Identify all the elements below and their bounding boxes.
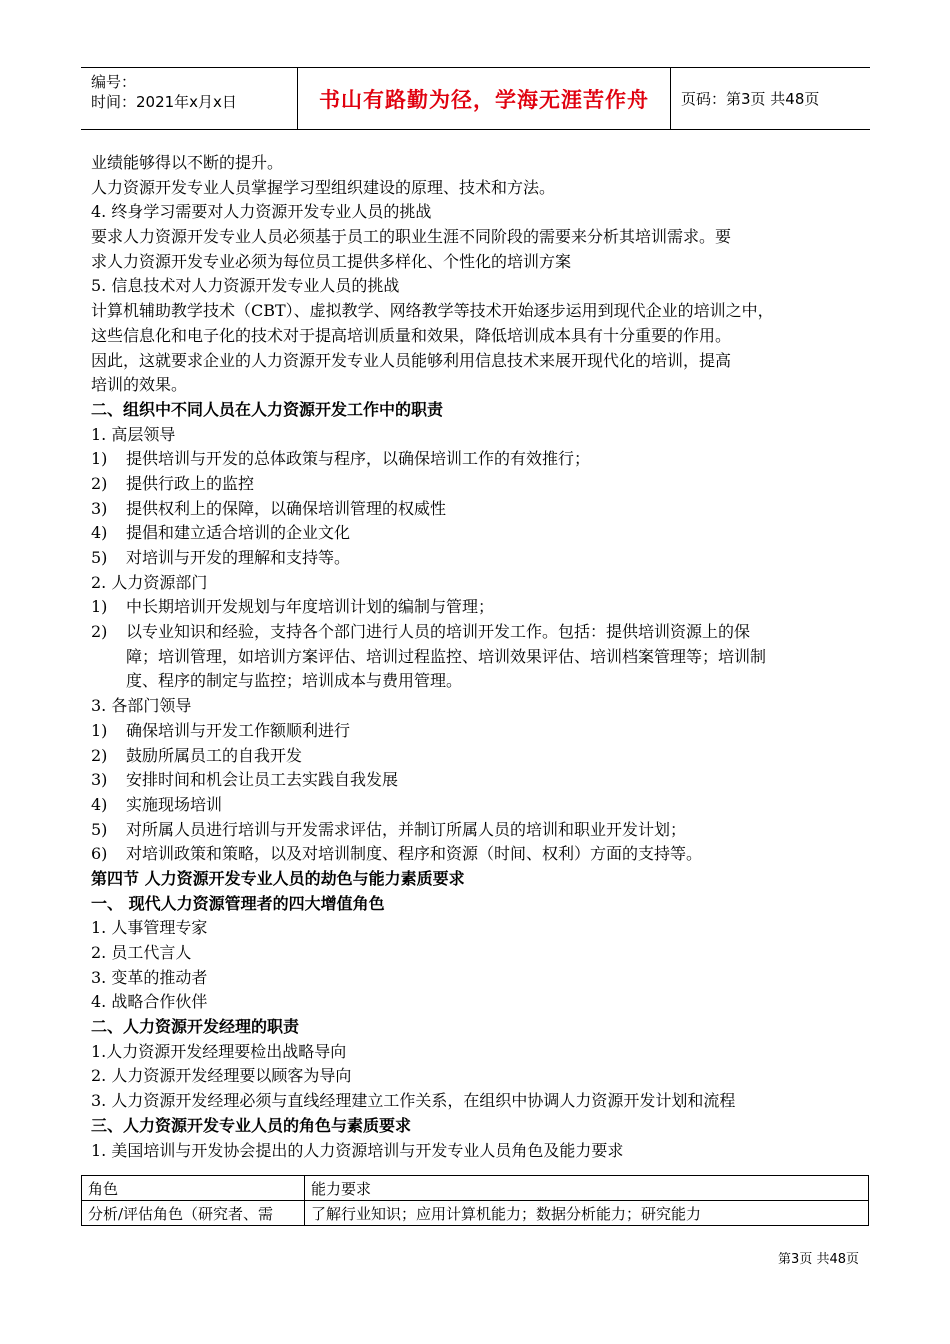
paragraph-line: 2. 员工代言人 xyxy=(91,943,192,962)
roles-table xyxy=(81,1175,869,1226)
list-item-number: 3) xyxy=(91,770,108,790)
section-heading: 二、人力资源开发经理的职责 xyxy=(91,1017,300,1037)
table-cell: 分析/评估角色（研究者、需 xyxy=(82,1201,305,1226)
list-item xyxy=(91,842,871,867)
date-label: 时间：2021年x月x日 xyxy=(91,93,237,111)
list-item xyxy=(91,719,871,744)
paragraph-line: 1. 美国培训与开发协会提出的人力资源培训与开发专业人员角色及能力要求 xyxy=(91,1140,624,1160)
list-item-number: 1) xyxy=(91,449,108,469)
table-cell: 了解行业知识；应用计算机能力；数据分析能力；研究能力 xyxy=(305,1201,869,1226)
list-item-number: 1) xyxy=(91,720,108,740)
list-item xyxy=(91,546,871,571)
paragraph-line: 求人力资源开发专业必须为每位员工提供多样化、个性化的培训方案 xyxy=(91,251,572,271)
list-item-number: 5) xyxy=(91,819,108,839)
list-item xyxy=(91,472,871,497)
list-item xyxy=(91,497,871,522)
paragraph-line: 3. 人力资源开发经理必须与直线经理建立工作关系，在组织中协调人力资源开发计划和流程 xyxy=(91,1091,736,1111)
paragraph-line: 业绩能够得以不断的提升。 xyxy=(91,153,284,172)
page-footer: 第3页 共48页 xyxy=(778,1252,859,1267)
list-item-number: 5) xyxy=(91,548,108,567)
paragraph-line: 培训的效果。 xyxy=(91,375,188,395)
list-item-text: 中长期培训开发规划与年度培训计划的编制与管理； xyxy=(126,597,495,617)
header-meta xyxy=(81,68,297,129)
list-item-text: 鼓励所属员工的自我开发 xyxy=(126,745,303,765)
paragraph-line: 1. 人事管理专家 xyxy=(91,918,208,938)
list-item-number: 2) xyxy=(91,622,108,642)
list-item-number: 4) xyxy=(91,523,108,543)
paragraph-line: 4. 终身学习需要对人力资源开发专业人员的挑战 xyxy=(91,202,432,222)
paragraph-line: 3. 变革的推动者 xyxy=(91,967,208,987)
list-item-text: 提供行政上的监控 xyxy=(126,473,255,493)
list-item-number: 6) xyxy=(91,844,108,864)
list-item-text: 提供权利上的保障，以确保培训管理的权威性 xyxy=(126,498,447,518)
paragraph-line: 5. 信息技术对人力资源开发专业人员的挑战 xyxy=(91,276,400,296)
paragraph-line: 2. 人力资源部门 xyxy=(91,572,208,592)
list-item-text: 对培训政策和策略，以及对培训制度、程序和资源（时间、权利）方面的支持等。 xyxy=(126,844,703,864)
list-item-number: 2) xyxy=(91,473,108,493)
paragraph-line: 要求人力资源开发专业人员必须基于员工的职业生涯不同阶段的需要来分析其培训需求。要 xyxy=(91,227,732,247)
list-item xyxy=(91,768,871,793)
paragraph-line: 障；培训管理，如培训方案评估、培训过程监控、培训效果评估、培训档案管理等；培训制 xyxy=(126,646,767,666)
list-item-number: 1) xyxy=(91,597,108,617)
paragraph-line: 2. 人力资源开发经理要以顾客为导向 xyxy=(91,1066,352,1086)
table-header-cell: 角色 xyxy=(82,1176,305,1201)
paragraph-line: 因此，这就要求企业的人力资源开发专业人员能够利用信息技术来展开现代化的培训，提高 xyxy=(91,350,732,370)
list-item xyxy=(91,818,871,843)
list-item-text: 确保培训与开发工作额顺利进行 xyxy=(126,720,351,740)
document-body xyxy=(91,151,871,1163)
list-item xyxy=(91,447,871,472)
section-heading: 二、组织中不同人员在人力资源开发工作中的职责 xyxy=(91,399,444,419)
list-item-number: 4) xyxy=(91,794,108,814)
paragraph-line: 人力资源开发专业人员掌握学习型组织建设的原理、技术和方法。 xyxy=(91,177,556,197)
list-item xyxy=(91,620,871,645)
number-label: 编号： xyxy=(91,73,137,91)
list-item xyxy=(91,744,871,769)
table-row xyxy=(82,1201,869,1226)
paragraph-line: 度、程序的制定与监控；培训成本与费用管理。 xyxy=(126,671,463,691)
page-header xyxy=(81,67,870,130)
paragraph-line: 计算机辅助教学技术（CBT）、虚拟教学、网络教学等技术开始逐步运用到现代企业的培训之中， xyxy=(91,301,774,321)
section-heading: 三、人力资源开发专业人员的角色与素质要求 xyxy=(91,1115,412,1135)
header-page-number: 页码：第3页 共48页 xyxy=(681,90,820,108)
list-item-text: 提倡和建立适合培训的企业文化 xyxy=(126,523,351,543)
table-header-row xyxy=(82,1176,869,1201)
list-item-text: 提供培训与开发的总体政策与程序，以确保培训工作的有效推行； xyxy=(126,449,591,469)
list-item xyxy=(91,521,871,546)
paragraph-line: 1.人力资源开发经理要检出战略导向 xyxy=(91,1041,347,1061)
header-motto: 书山有路勤为径，学海无涯苦作舟 xyxy=(297,68,671,129)
list-item-text: 以专业知识和经验，支持各个部门进行人员的培训开发工作。包括：提供培训资源上的保 xyxy=(126,622,751,642)
list-item-text: 对所属人员进行培训与开发需求评估，并制订所属人员的培训和职业开发计划； xyxy=(126,819,687,839)
list-item xyxy=(91,595,871,620)
section-heading: 第四节 人力资源开发专业人员的劫色与能力素质要求 xyxy=(91,868,465,888)
list-item xyxy=(91,793,871,818)
list-item-text: 对培训与开发的理解和支持等。 xyxy=(126,548,351,567)
paragraph-line: 1. 高层领导 xyxy=(91,424,176,444)
list-item-number: 3) xyxy=(91,498,108,518)
table-header-cell: 能力要求 xyxy=(305,1176,869,1201)
paragraph-line: 4. 战略合作伙伴 xyxy=(91,992,208,1012)
list-item-text: 实施现场培训 xyxy=(126,794,223,814)
paragraph-line: 3. 各部门领导 xyxy=(91,696,192,716)
list-item-text: 安排时间和机会让员工去实践自我发展 xyxy=(126,770,399,790)
section-heading: 一、 现代人力资源管理者的四大增值角色 xyxy=(91,893,385,913)
paragraph-line: 这些信息化和电子化的技术对于提高培训质量和效果，降低培训成本具有十分重要的作用。 xyxy=(91,325,732,345)
list-item-number: 2) xyxy=(91,745,108,765)
